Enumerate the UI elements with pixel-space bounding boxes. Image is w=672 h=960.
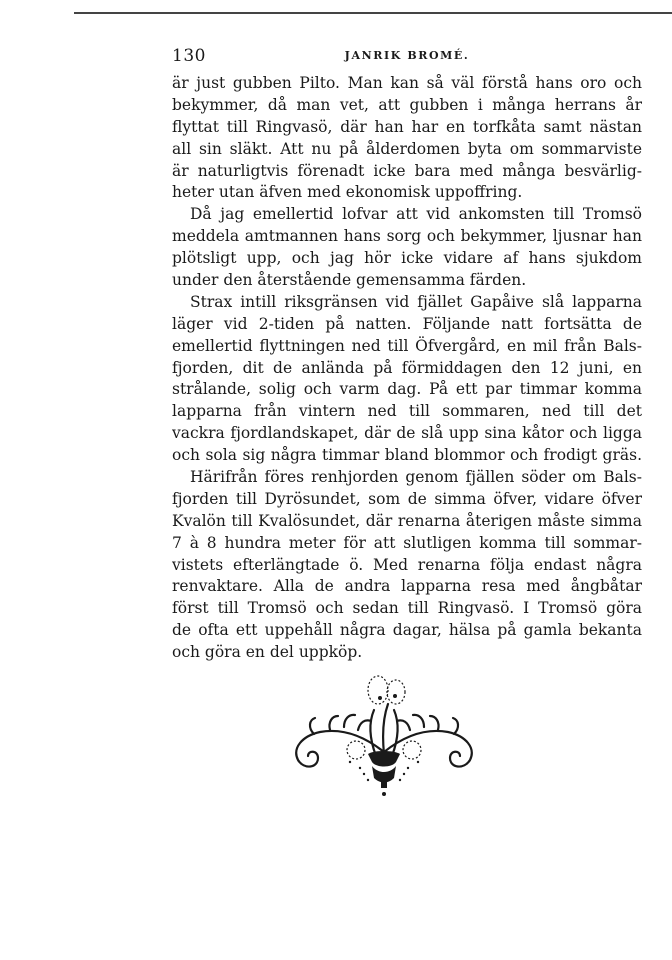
text-line: 7 à 8 hundra meter för att slutligen komma till sommar- [172, 533, 642, 552]
text-line: Härifrån föres renhjorden genom fjällen söder om Bals- [190, 468, 642, 487]
text-line: strålande, solig och varm dag. På ett par timmar komma [172, 380, 642, 399]
text-line: under den återstående gemensamma färden. [172, 271, 527, 290]
text-line: är just gubben Pilto. Man kan så väl förstå hans oro och [172, 74, 642, 92]
text-line: lapparna från vintern ned till sommaren, ned till det [172, 402, 642, 421]
running-head: JANRIK BROMÉ. [344, 49, 470, 62]
text-line: fjorden till Dyrösundet, som de simma öfver, vidare öfver [172, 489, 642, 508]
paragraph [172, 204, 642, 292]
text-line: flyttat till Ringvasö, där han har en torfkåta samt nästan [172, 117, 642, 136]
floral-tailpiece-icon [284, 670, 484, 802]
body-text [172, 73, 642, 664]
text-line: meddela amtmannen hans sorg och bekymmer, ljusnar han [172, 227, 642, 246]
text-line: emellertid flyttningen ned till Öfvergård, en mil från Bals- [172, 336, 642, 355]
text-line: och sola sig några timmar bland blommor och frodigt gräs. [172, 446, 642, 465]
text-line: är naturligtvis förenadt icke bara med många besvärlig- [172, 161, 642, 180]
text-line: bekymmer, då man vet, att gubben i många herrans år [172, 95, 642, 114]
text-line: heter utan äfven med ekonomisk uppoffring. [172, 183, 523, 202]
paragraph [172, 467, 642, 664]
top-rule [74, 12, 672, 14]
text-line: först till Tromsö och sedan till Ringvasö. I Tromsö göra [172, 599, 642, 618]
text-line: de ofta ett uppehåll några dagar, hälsa på gamla bekanta [172, 621, 642, 640]
text-line: plötsligt upp, och jag hör icke vidare af hans sjukdom [172, 249, 642, 268]
paragraph [172, 292, 642, 467]
text-line: fjorden, dit de anlända på förmiddagen den 12 juni, en [172, 358, 642, 377]
text-line: vistets efterlängtade ö. Med renarna följa endast några [172, 555, 642, 574]
text-line: Strax intill riksgränsen vid fjället Gapåive slå lapparna [190, 292, 642, 311]
text-line: all sin släkt. Att nu på ålderdomen byta om sommarviste [172, 139, 642, 158]
text-line: Kvalön till Kvalösundet, där renarna återigen måste simma [172, 511, 642, 530]
text-line: vackra fjordlandskapet, där de slå upp sina kåtor och ligga [172, 424, 642, 443]
text-line: Då jag emellertid lofvar att vid ankomsten till Tromsö [190, 205, 642, 224]
text-line: läger vid 2-tiden på natten. Följande natt fortsätta de [172, 314, 642, 333]
text-line: renvaktare. Alla de andra lapparna resa med ångbåtar [172, 577, 642, 596]
page-number: 130 [172, 46, 206, 66]
text-line: och göra en del uppköp. [172, 643, 363, 662]
paragraph [172, 73, 642, 204]
page-header [172, 46, 642, 68]
